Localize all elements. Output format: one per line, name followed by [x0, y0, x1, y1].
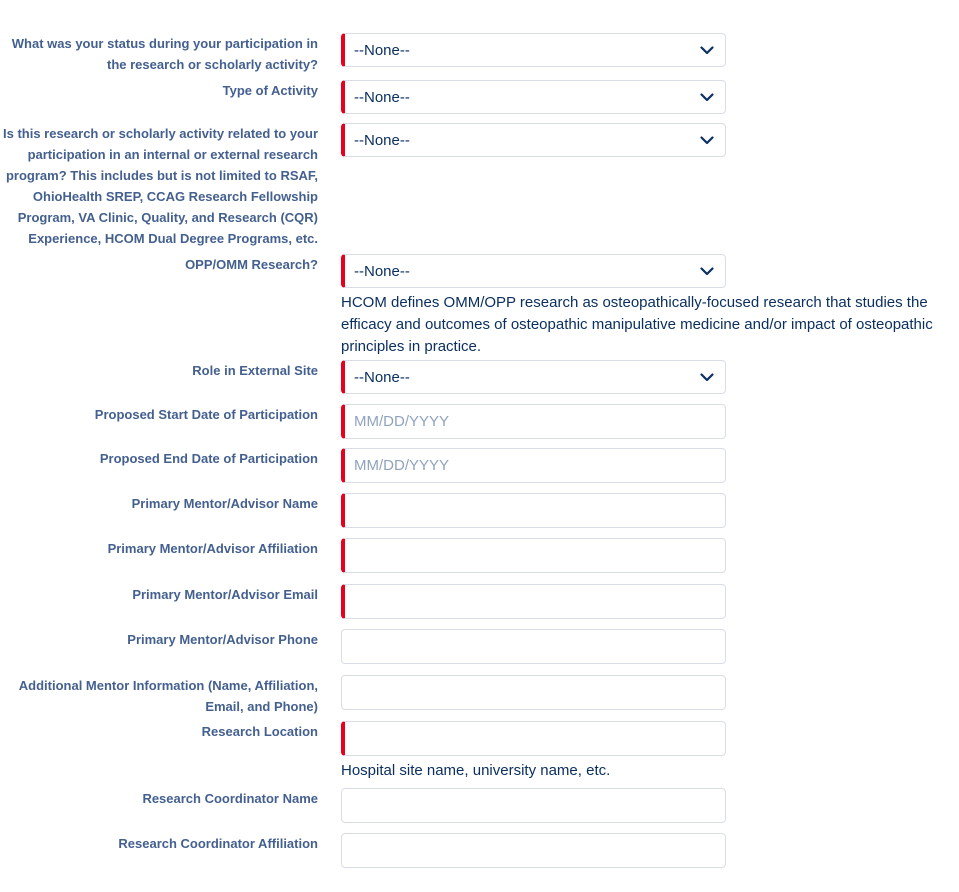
opp-omm-help-text: HCOM defines OMM/OPP research as osteopathically-focused research that studies the efficacy and outcomes of osteopathic manipulative medicine and/or impact of osteopathic principles in practice.: [341, 294, 933, 355]
activity-type-field: [341, 80, 959, 114]
activity-type-select-wrap: [341, 80, 726, 114]
mentor-affiliation-input[interactable]: [341, 538, 726, 573]
opp-omm-select[interactable]: [341, 254, 726, 288]
form-row-additional-mentor: [0, 675, 959, 717]
research-location-input[interactable]: [341, 721, 726, 756]
mentor-name-label: Primary Mentor/Advisor Name: [131, 496, 318, 511]
related-program-field: [341, 123, 959, 157]
opp-omm-select-wrap: [341, 254, 726, 288]
start-date-field: [341, 404, 959, 439]
mentor-name-field: [341, 493, 959, 528]
coordinator-name-field: [341, 788, 959, 823]
mentor-phone-field: [341, 629, 959, 664]
form-row-status: [0, 33, 959, 75]
opp-omm-field: [341, 254, 959, 358]
status-select[interactable]: [341, 33, 726, 67]
mentor-name-input[interactable]: [341, 493, 726, 528]
end-date-input[interactable]: [341, 448, 726, 483]
coordinator-affiliation-field: [341, 833, 959, 868]
external-role-field: [341, 360, 959, 394]
coordinator-affiliation-input[interactable]: [341, 833, 726, 868]
related-program-select-wrap: [341, 123, 726, 157]
mentor-affiliation-field: [341, 538, 959, 573]
related-program-select[interactable]: [341, 123, 726, 157]
form-row-mentor-affiliation: [0, 538, 959, 573]
external-role-select-wrap: [341, 360, 726, 394]
mentor-email-input[interactable]: [341, 584, 726, 619]
form-row-mentor-phone: [0, 629, 959, 664]
form-row-opp-omm: [0, 254, 959, 358]
external-role-select[interactable]: [341, 360, 726, 394]
start-date-input[interactable]: [341, 404, 726, 439]
status-label: What was your status during your participation in the research or scholarly activity?: [11, 36, 318, 72]
mentor-email-field: [341, 584, 959, 619]
opp-omm-label: OPP/OMM Research?: [185, 257, 318, 272]
research-location-field: [341, 721, 959, 782]
coordinator-name-input[interactable]: [341, 788, 726, 823]
start-date-label: Proposed Start Date of Participation: [94, 407, 318, 422]
form-row-external-role: [0, 360, 959, 394]
form-row-activity-type: [0, 80, 959, 114]
research-location-help-text: Hospital site name, university name, etc.: [341, 762, 611, 779]
form-row-start-date: [0, 404, 959, 439]
additional-mentor-field: [341, 675, 959, 710]
form-row-end-date: [0, 448, 959, 483]
form-row-research-location: [0, 721, 959, 782]
activity-type-select[interactable]: [341, 80, 726, 114]
form-row-coordinator-affiliation: [0, 833, 959, 868]
external-role-label: Role in External Site: [192, 363, 318, 378]
activity-type-label: Type of Activity: [222, 83, 318, 98]
mentor-phone-input[interactable]: [341, 629, 726, 664]
status-field: [341, 33, 959, 67]
end-date-field: [341, 448, 959, 483]
form-row-coordinator-name: [0, 788, 959, 823]
end-date-label: Proposed End Date of Participation: [99, 451, 318, 466]
status-select-wrap: [341, 33, 726, 67]
mentor-email-label: Primary Mentor/Advisor Email: [132, 587, 318, 602]
form-row-related-program: [0, 123, 959, 249]
form-row-mentor-email: [0, 584, 959, 619]
research-location-label: Research Location: [201, 724, 318, 739]
coordinator-name-label: Research Coordinator Name: [142, 791, 318, 806]
mentor-affiliation-label: Primary Mentor/Advisor Affiliation: [107, 541, 318, 556]
form-row-mentor-name: [0, 493, 959, 528]
additional-mentor-input[interactable]: [341, 675, 726, 710]
related-program-label: Is this research or scholarly activity related to your participation in an internal or external research program? This includes but is not limited to RSAF, OhioHealth SREP, CCAG Research Fellowship Program, VA Clinic, Quality, and Research (CQR) Experience, HCOM Dual Degree Programs, etc.: [2, 126, 318, 246]
additional-mentor-label: Additional Mentor Information (Name, Affiliation, Email, and Phone): [18, 678, 318, 714]
coordinator-affiliation-label: Research Coordinator Affiliation: [118, 836, 318, 851]
mentor-phone-label: Primary Mentor/Advisor Phone: [127, 632, 318, 647]
